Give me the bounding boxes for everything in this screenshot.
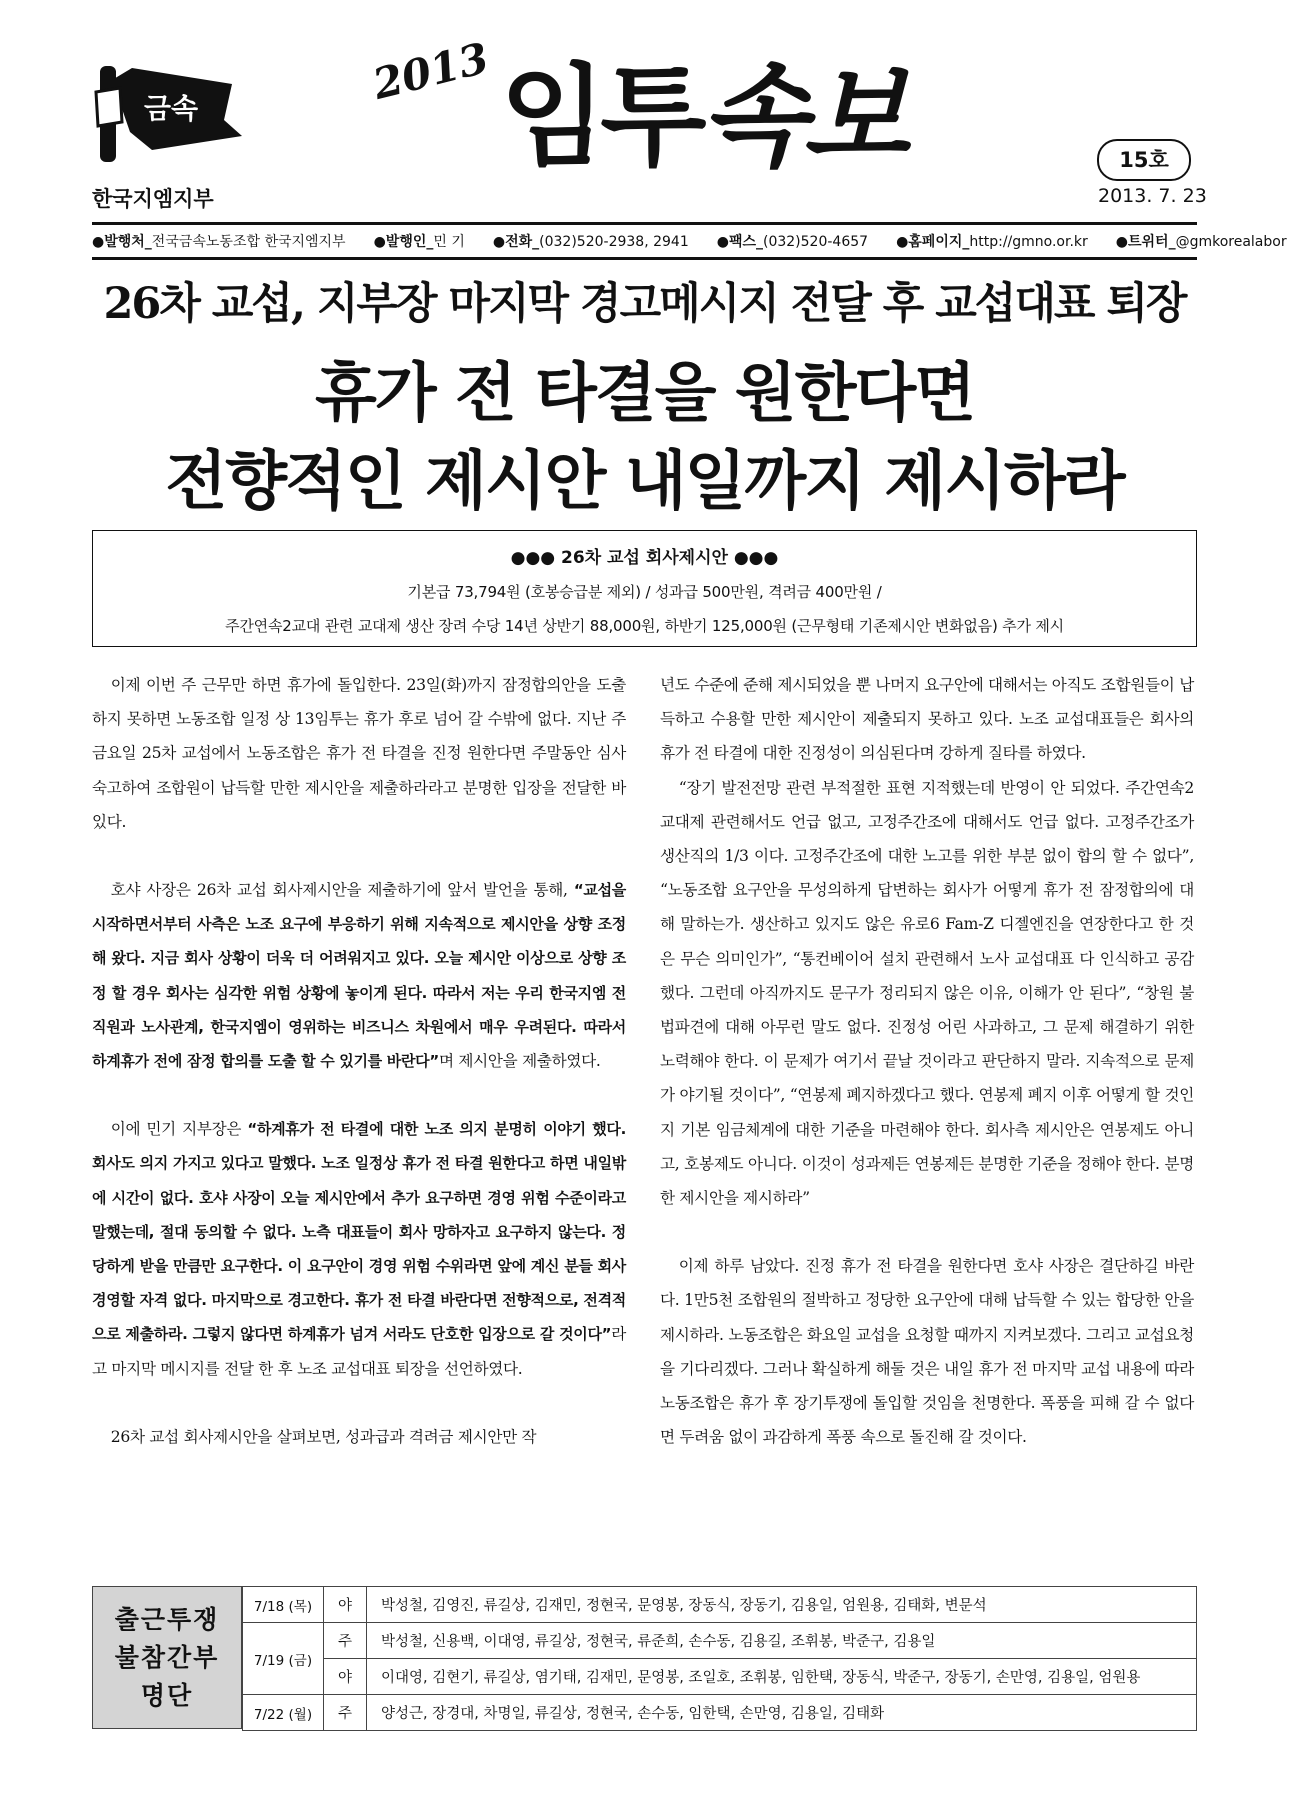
- absent-officers-table: [242, 1586, 1197, 1731]
- editor-value: 민 기: [433, 234, 465, 250]
- paragraph-2-intro: 호샤 사장은 26차 교섭 회사제시안을 제출하기에 앞서 발언을 통해,: [110, 881, 574, 900]
- offer-line-1: 기본급 73,794원 (호봉승급분 제외) / 성과급 500만원, 격려금 400만원 /: [407, 583, 882, 601]
- paragraph-3-intro: 이에 민기 지부장은: [110, 1120, 248, 1139]
- logo-text: 금속: [144, 92, 199, 125]
- twitter-handle[interactable]: @gmkorealabor: [1175, 234, 1287, 250]
- masthead: [0, 0, 1286, 230]
- absent-officers-section: [92, 1586, 1197, 1729]
- editor-label: ●발행인_: [373, 234, 434, 250]
- union-fist-flag-logo: [92, 62, 242, 172]
- fax-info: [717, 231, 882, 251]
- phone-label: ●전화_: [492, 234, 540, 250]
- date-cell: 7/22 (월): [243, 1695, 324, 1731]
- names-cell: 이대영, 김현기, 류길상, 염기태, 김재민, 문영봉, 조일호, 조휘봉, 임한택, 장동식, 박준구, 장동기, 손만영, 김용일, 엄원용: [367, 1659, 1197, 1695]
- names-cell: 박성철, 김영진, 류길상, 김재민, 정현국, 문영봉, 장동식, 장동기, 김용일, 엄원용, 김태화, 변문석: [367, 1587, 1197, 1623]
- paragraph-1: 이제 이번 주 근무만 하면 휴가에 돌입한다. 23일(화)까지 잠정합의안을 도출하지 못하면 노동조합 일정 상 13임투는 휴가 후로 넘어 갈 수밖에 없다. 지난 주 금요일 25차 교섭에서 노동조합은 휴가 전 타결을 진정 원한다면 주말동안 심사숙고하여 조합원이 납득할 만한 제시안을 제출하라라고 분명한 입장을 전달한 바 있다.: [92, 676, 626, 831]
- label-line-3: 명단: [140, 1680, 194, 1710]
- twitter-info: [1116, 231, 1301, 251]
- table-row: [243, 1623, 1197, 1659]
- table-row: [243, 1695, 1197, 1731]
- table-row: [243, 1587, 1197, 1623]
- paragraph-3-outro: 라고 마지막 메시지를 전달 한 후 노조 교섭대표 퇴장을 선언하였다.: [92, 1325, 626, 1378]
- paragraph-3: [92, 1112, 626, 1386]
- newsletter-title: [500, 53, 906, 181]
- twitter-label: ●트위터_: [1115, 234, 1176, 250]
- names-cell: 양성근, 장경대, 차명일, 류길상, 정현국, 손수동, 임한택, 손만영, 김용일, 김태화: [367, 1695, 1197, 1731]
- company-offer-box: [92, 530, 1197, 647]
- names-cell: 박성철, 신용백, 이대영, 류길상, 정현국, 류준희, 손수동, 김용길, 조휘봉, 박준구, 김용일: [367, 1623, 1197, 1659]
- paragraph-6: 이제 하루 남았다. 진정 휴가 전 타결을 원한다면 호샤 사장은 결단하길 바란다. 1만5천 조합원의 절박하고 정당한 요구안에 대해 납득할 수 있는 합당한 안을 제시하라. 노동조합은 화요일 교섭을 요청할 때까지 지켜보겠다. 그리고 교섭요청을 기다리겠다. 그러나 확실하게 해둘 것은 내일 휴가 전 마지막 교섭 내용에 따라 노동조합은 휴가 후 장기투쟁에 돌입할 것임을 천명한다. 폭풍을 피해 갈 수 없다면 두려움 없이 과감하게 폭풍 속으로 돌진해 갈 것이다.: [660, 1257, 1194, 1447]
- title-part2: 속보: [700, 53, 906, 181]
- sub-headline: 26차 교섭, 지부장 마지막 경고메시지 전달 후 교섭대표 퇴장: [103, 279, 1186, 329]
- label-line-1: 출근투쟁: [114, 1604, 220, 1634]
- fax-value: (032)520-4657: [763, 234, 869, 250]
- table-row: [243, 1659, 1197, 1695]
- publication-info-bar: [92, 222, 1287, 260]
- absent-officers-label: [92, 1586, 242, 1729]
- phone-info: [493, 231, 703, 251]
- offer-title: ●●● 26차 교섭 회사제시안 ●●●: [510, 548, 779, 568]
- main-headline-line1: 휴가 전 타결을 원한다면: [314, 357, 975, 431]
- year-label: 2013: [368, 33, 494, 110]
- date-cell: 7/18 (목): [243, 1587, 324, 1623]
- paragraph-5: “장기 발전전망 관련 부적절한 표현 지적했는데 반영이 안 되었다. 주간연속2교대제 관련해서도 언급 없고, 고정주간조에 대해서도 언급 없다. 고정주간조가 생산직의 1/3 이다. 고정주간조에 대한 노고를 위한 부분 없이 합의 할 수 없다”, “노동조합 요구안을 무성의하게 답변하는 회사가 어떻게 휴가 전 잠정합의에 대해 말하는가. 생산하고 있지도 않은 유로6 Fam-Z 디젤엔진을 연장한다고 한 것은 무슨 의미인가”, “통컨베이어 설치 관련해서 노사 교섭대표 다 인식하고 공감했다. 그런데 아직까지도 문구가 정리되지 않은 이유, 이해가 안 된다”, “창원 불법파견에 대해 아무런 말도 없다. 진정성 어린 사과하고, 그 문제 해결하기 위한 노력해야 한다. 이 문제가 여기서 끝날 것이라고 판단하지 말라. 지속적으로 문제가 야기될 것이다”, “연봉제 폐지하겠다고 했다. 연봉제 폐지 이후 어떻게 할 것인지 기본 임금체계에 대한 기준을 마련해야 한다. 회사측 제시안은 연봉제도 아니고, 호봉제도 아니다. 이것이 성과제든 연봉제든 분명한 기준을 정해야 한다. 분명한 제시안을 제시하라”: [660, 778, 1194, 1208]
- editor-info: [374, 231, 479, 251]
- fax-label: ●팩스_: [716, 234, 763, 250]
- main-headline-line2: 전향적인 제시안 내일까지 제시하라: [165, 445, 1124, 519]
- offer-line-2: 주간연속2교대 관련 교대제 생산 장려 수당 14년 상반기 88,000원, 하반기 125,000원 (근무형태 기존제시안 변화없음) 추가 제시: [225, 617, 1064, 635]
- publisher-label: ●발행처_: [92, 234, 152, 250]
- article-column-right: [660, 668, 1194, 1454]
- shift-cell: 야: [324, 1587, 367, 1623]
- date-cell: 7/19 (금): [243, 1623, 324, 1695]
- homepage-label: ●홈페이지_: [896, 234, 970, 250]
- shift-cell: 주: [324, 1623, 367, 1659]
- title-part1: 임투: [500, 53, 701, 181]
- homepage-link[interactable]: http://gmno.or.kr: [969, 234, 1088, 250]
- issue-date: 2013. 7. 23: [1098, 185, 1207, 207]
- shift-cell: 주: [324, 1695, 367, 1731]
- branch-leader-quote: “하계휴가 전 타결에 대한 노조 의지 분명히 이야기 했다. 회사도 의지 가지고 있다고 말했다. 노조 일정상 휴가 전 타결 원한다고 하면 내일밖에 시간이 없다. 호샤 사장이 오늘 제시안에서 추가 요구하면 경영 위험 수준이라고 말했는데, 절대 동의할 수 없다. 노측 대표들이 회사 망하자고 요구하지 않는다. 정당하게 받을 만큼만 요구한다. 이 요구안이 경영 위험 수위라면 앞에 계신 분들 회사 경영할 자격 없다. 마지막으로 경고한다. 휴가 전 타결 바란다면 전향적으로, 전격적으로 제출하라. 그렇지 않다면 하계휴가 넘겨 서라도 단호한 입장으로 갈 것이다”: [92, 1120, 626, 1344]
- publisher-value: 전국금속노동조합 한국지엠지부: [151, 234, 346, 250]
- paragraph-4-start: 26차 교섭 회사제시안을 살펴보면, 성과급과 격려금 제시안만 작: [110, 1427, 537, 1446]
- paragraph-2: [92, 873, 626, 1078]
- paragraph-2-outro: 며 제시안을 제출하였다.: [438, 1052, 601, 1071]
- article-column-left: [92, 668, 626, 1454]
- homepage-info: [896, 231, 1102, 251]
- branch-name: 한국지엠지부: [92, 187, 214, 211]
- publisher-info: [92, 231, 360, 251]
- shift-cell: 야: [324, 1659, 367, 1695]
- paragraph-4-continued: 년도 수준에 준해 제시되었을 뿐 나머지 요구안에 대해서는 아직도 조합원들이 납득하고 수용할 만한 제시안이 제출되지 못하고 있다. 노조 교섭대표들은 회사의 휴가 전 타결에 대한 진정성이 의심된다며 강하게 질타를 하였다.: [660, 676, 1194, 763]
- phone-value: (032)520-2938, 2941: [539, 234, 689, 250]
- issue-badge: 15호: [1097, 139, 1191, 181]
- label-line-2: 불참간부: [114, 1642, 220, 1672]
- ceo-quote: “교섭을 시작하면서부터 사측은 노조 요구에 부응하기 위해 지속적으로 제시안을 상향 조정해 왔다. 지금 회사 상황이 더욱 더 어려워지고 있다. 오늘 제시안 이상으로 상향 조정 할 경우 회사는 심각한 위험 상황에 놓이게 된다. 따라서 저는 우리 한국지엠 전 직원과 노사관계, 한국지엠이 영위하는 비즈니스 차원에서 매우 우려된다. 따라서 하계휴가 전에 잠정 합의를 도출 할 수 있기를 바란다”: [92, 881, 626, 1071]
